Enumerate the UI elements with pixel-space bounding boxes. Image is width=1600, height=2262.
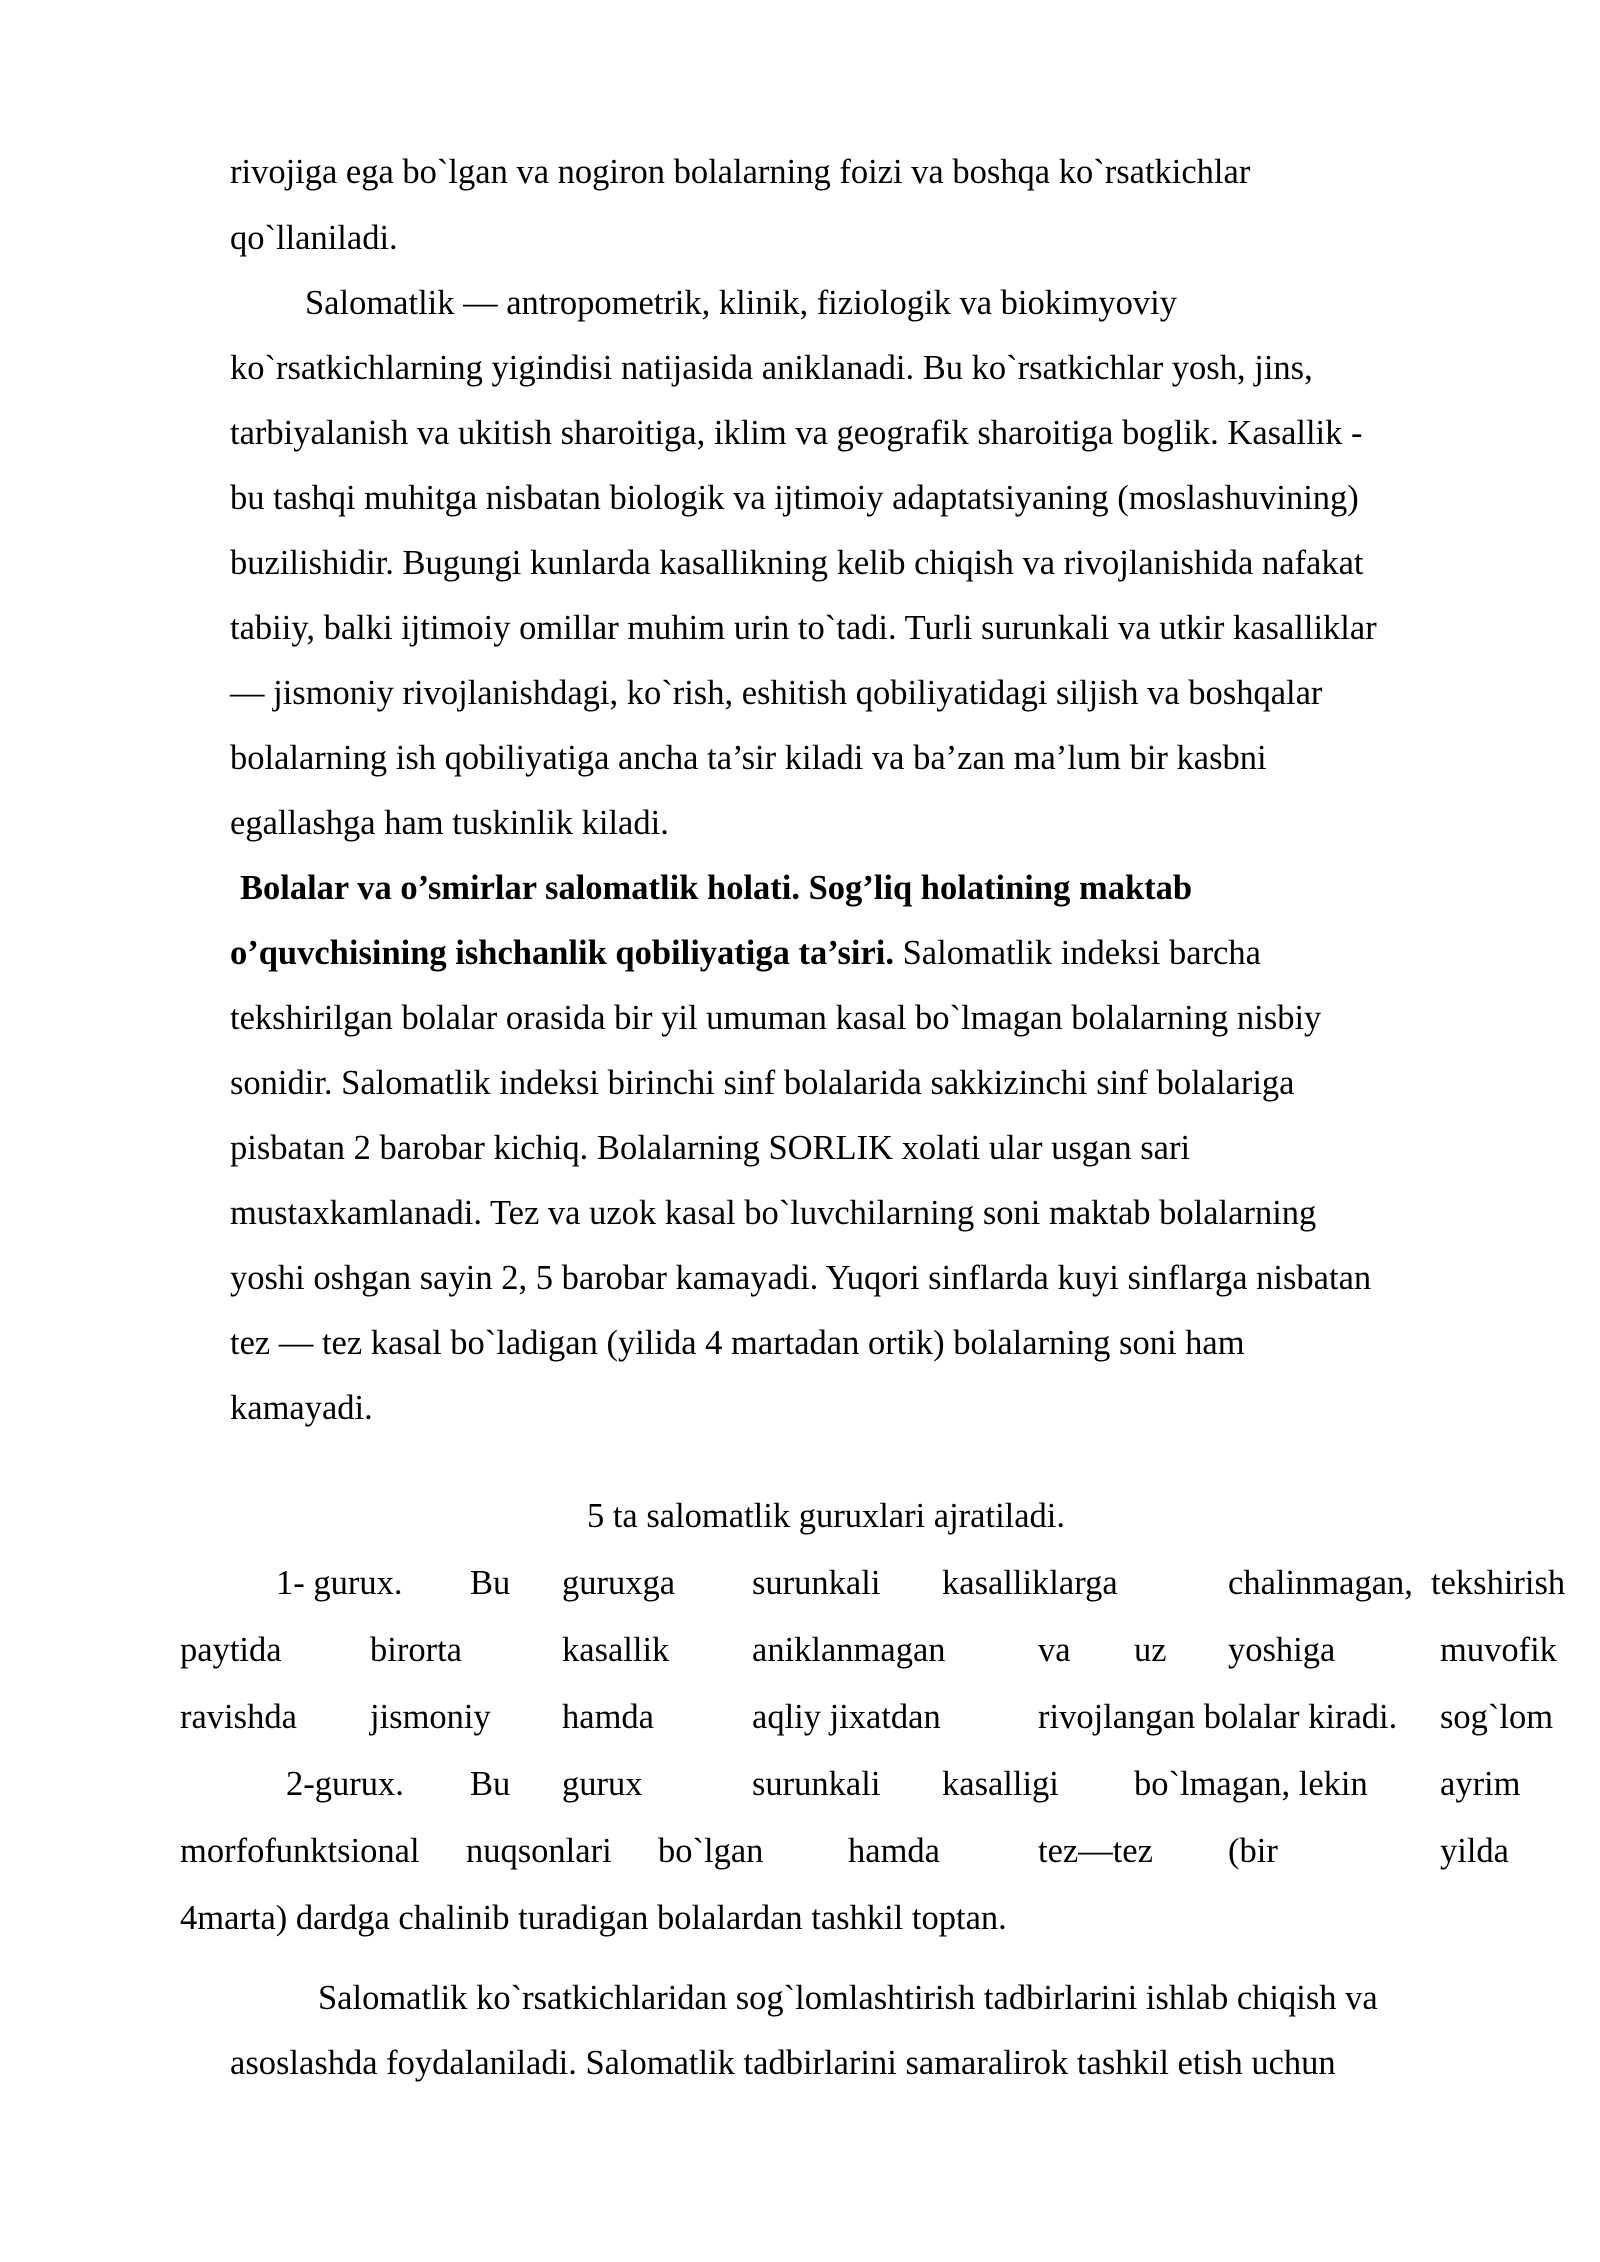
groups-row [0,1764,1600,1804]
table-cell: bo`lmagan, lekin [1134,1765,1368,1803]
text-line: buzilishidir. Bugungi kunlarda kasallikning kelib chiqish va rivojlanishida nafakat [230,544,1364,582]
text-line: rivojiga ega bo`lgan va nogiron bolalarning foizi va boshqa ko`rsatkichlar [230,153,1251,191]
text-line: bu tashqi muhitga nisbatan biologik va ijtimoiy adaptatsiyaning (moslashuvining) [230,479,1359,517]
text-line: yoshi oshgan sayin 2, 5 barobar kamayadi. Yuqori sinflarda kuyi sinflarga nisbatan [230,1259,1372,1297]
groups-title-text: 5 ta salomatlik guruxlari ajratiladi. [586,1497,1066,1535]
text-line: tabiiy, balki ijtimoiy omillar muhim urin to`tadi. Turli surunkali va utkir kasalliklar [230,609,1377,647]
text-line: asoslashda foydalaniladi. Salomatlik tadbirlarini samaralirok tashkil etish uchun [230,2044,1336,2082]
table-cell: gurux [562,1765,643,1803]
table-cell: kasalligi [942,1765,1059,1803]
text-line: Salomatlik — antropometrik, klinik, fiziologik va biokimyoviy [305,284,1177,322]
text-line: tekshirilgan bolalar orasida bir yil umuman kasal bo`lmagan bolalarning nisbiy [230,999,1322,1037]
table-cell: ravishda [180,1698,297,1736]
table-cell: nuqsonlari [466,1832,612,1870]
table-cell: chalinmagan, [1228,1564,1413,1602]
table-cell: muvofik [1440,1631,1557,1669]
text-line: Salomatlik ko`rsatkichlaridan sog`lomlashtirish tadbirlarini ishlab chiqish va [318,1979,1378,2017]
table-cell: va [1038,1631,1071,1669]
text-line: egallashga ham tuskinlik kiladi. [230,804,669,842]
text-line: tez — tez kasal bo`ladigan (yilida 4 martadan ortik) bolalarning soni ham [230,1324,1245,1362]
table-cell: bo`lgan [658,1832,764,1870]
groups-row [0,1697,1600,1737]
table-cell: Bu [470,1564,511,1602]
table-cell: paytida [180,1631,282,1669]
section-heading: Bolalar va o’smirlar salomatlik holati. Sog’liq holatining maktab [240,869,1193,907]
text-line: bolalarning ish qobiliyatiga ancha ta’sir kiladi va ba’zan ma’lum bir kasbni [230,739,1267,777]
table-cell: guruxga [562,1564,676,1602]
table-cell: ayrim [1440,1765,1521,1803]
groups-row [0,1630,1600,1670]
text-line: — jismoniy rivojlanishdagi, ko`rish, eshitish qobiliyatidagi siljish va boshqalar [230,674,1323,712]
table-cell: tekshirish [1431,1564,1566,1602]
table-cell: yoshiga [1228,1631,1336,1669]
table-cell: kasallik [562,1631,670,1669]
table-cell: uz [1134,1631,1167,1669]
text-line: 4marta) dardga chalinib turadigan bolalardan tashkil toptan. [180,1899,1007,1937]
table-cell: hamda [562,1698,654,1736]
table-cell: birorta [370,1631,462,1669]
text-line: mustaxkamlanadi. Tez va uzok kasal bo`luvchilarning soni maktab bolalarning [230,1194,1317,1232]
text-line: ko`rsatkichlarning yigindisi natijasida aniklanadi. Bu ko`rsatkichlar yosh, jins, [230,349,1313,387]
section-heading-continuation: o’quvchisining ishchanlik qobiliyatiga ta’siri. [230,934,894,972]
table-cell: 2-gurux. [286,1765,404,1803]
text-line: tarbiyalanish va ukitish sharoitiga, iklim va geografik sharoitiga boglik. Kasallik - [230,414,1363,452]
table-cell: kasalliklarga [942,1564,1118,1602]
table-cell: sog`lom [1440,1698,1554,1736]
table-cell: surunkali [752,1765,881,1803]
table-cell: morfofunktsional [180,1832,420,1870]
text-line [230,933,1261,973]
table-cell: aqliy jixatdan [752,1698,941,1736]
table-cell: rivojlangan bolalar kiradi. [1038,1698,1398,1736]
text-line: sonidir. Salomatlik indeksi birinchi sinf bolalarida sakkizinchi sinf bolalariga [230,1064,1295,1102]
table-cell: (bir [1228,1832,1278,1870]
table-cell: 1- gurux. [276,1564,403,1602]
table-cell: yilda [1440,1832,1509,1870]
table-cell: hamda [848,1832,940,1870]
groups-row [0,1563,1600,1603]
table-cell: Bu [470,1765,511,1803]
table-cell: surunkali [752,1564,881,1602]
groups-row [0,1831,1600,1871]
table-cell: aniklanmagan [752,1631,946,1669]
table-cell: jismoniy [370,1698,491,1736]
text-line: kamayadi. [230,1389,373,1427]
table-cell: tez—tez [1038,1832,1153,1870]
text-line: pisbatan 2 barobar kichiq. Bolalarning SORLIK xolati ular usgan sari [230,1129,1191,1167]
groups-title [0,1496,1600,1536]
text-span: Salomatlik indeksi barcha [893,934,1261,972]
text-line: qo`llaniladi. [230,219,398,257]
